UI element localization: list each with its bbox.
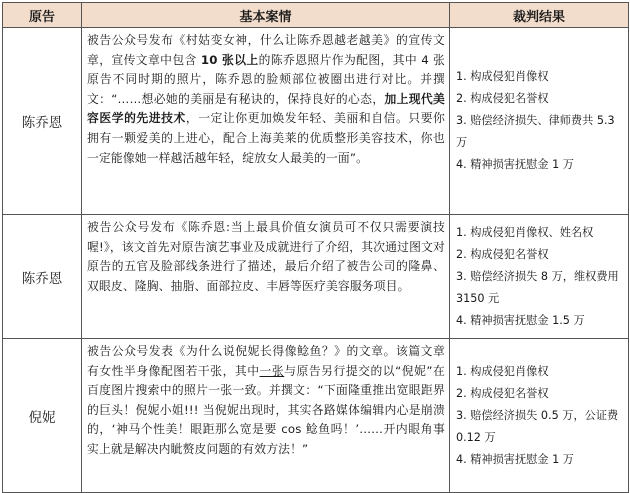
facts-text: 与原告另行提交的以“倪妮”在百度图片搜索中的照片一张一致。并撰文：“下面隆重推出宽眼距界的巨头！倪妮小姐!!! 当倪妮出现时，其实各路媒体编辑内心是崩溃的，‘神马个性美！眼距那么宽是要 cos 鲶鱼吗！’……开内眼角事实上就是解决内眦赘皮问题的有效方法！” bbox=[87, 363, 445, 456]
results-cell bbox=[450, 339, 629, 493]
result-item: 1. 构成侵犯肖像权 bbox=[456, 364, 549, 378]
result-item: 3. 赔偿经济损失、律师费共 5.3 万 bbox=[456, 114, 615, 149]
case-table bbox=[2, 2, 629, 493]
plaintiff-cell: 倪妮 bbox=[3, 339, 82, 493]
facts-text: 被告公众号发布《村姑变女神，什么让陈乔恩越老越美》的宣传文章，宣传文章中包含 bbox=[87, 33, 445, 67]
header-plaintiff: 原告 bbox=[3, 3, 82, 28]
result-item: 3. 赔偿经济损失 8 万，维权费用 3150 元 bbox=[456, 269, 619, 305]
facts-text: 被告公众号发表《为什么说倪妮长得像鲶鱼？》的文章。该篇文章有女性半身像配图若干张，其中 bbox=[87, 344, 445, 378]
table-row bbox=[3, 339, 629, 493]
results-cell bbox=[450, 215, 629, 339]
header-facts: 基本案情 bbox=[82, 3, 450, 28]
facts-bold-text: 10 张以上 bbox=[200, 52, 259, 67]
header-results: 裁判结果 bbox=[450, 3, 629, 28]
result-item: 4. 精神损害抚慰金 1.5 万 bbox=[456, 313, 585, 327]
facts-cell bbox=[82, 215, 450, 339]
result-item: 2. 构成侵犯名誉权 bbox=[456, 386, 549, 400]
facts-underlined-text: 一张 bbox=[259, 363, 285, 378]
result-item: 3. 赔偿经济损失 0.5 万，公证费 0.12 万 bbox=[456, 408, 619, 444]
plaintiff-cell: 陈乔恩 bbox=[3, 28, 82, 215]
result-item: 4. 精神损害抚慰金 1 万 bbox=[456, 158, 574, 171]
plaintiff-cell: 陈乔恩 bbox=[3, 215, 82, 339]
facts-cell bbox=[82, 339, 450, 493]
facts-cell bbox=[82, 28, 450, 215]
result-item: 1. 构成侵犯肖像权 bbox=[456, 70, 549, 83]
result-item: 4. 精神损害抚慰金 1 万 bbox=[456, 452, 574, 466]
result-item: 1. 构成侵犯肖像权、姓名权 bbox=[456, 225, 594, 239]
table-row bbox=[3, 215, 629, 339]
facts-text: 的陈乔恩照片作为配图，其中 4 张原告不同时期的照片，陈乔恩的脸颊部位被圈出进行对比。并撰文：“……想必她的美丽是有秘诀的，保持良好的心态， bbox=[87, 52, 445, 106]
facts-bold-text: 加上现代美容医学的先进技术 bbox=[87, 91, 445, 126]
header-row bbox=[3, 3, 629, 28]
facts-text: 被告公众号发布《陈乔恩:当上最具价值女演员可不仅只需要演技喔!》，该文首先对原告演艺事业及成就进行了介绍，其次通过图文对原告的五官及脸部线条进行了描述，最后介绍了被告公司的隆鼻、双眼皮、隆胸、抽脂、面部拉皮、丰唇等医疗美容服务项目。 bbox=[87, 220, 445, 293]
facts-text: ，一定让你更加焕发年轻、美丽和自信。只要你拥有一颗爱美的上进心，配合上海美莱的优质整形美容技术，你也一定能像她一样越活越年轻，绽放女人最美的一面”。 bbox=[87, 111, 445, 165]
results-cell bbox=[450, 28, 629, 215]
result-item: 2. 构成侵犯名誉权 bbox=[456, 92, 549, 105]
result-item: 2. 构成侵犯名誉权 bbox=[456, 247, 549, 261]
table-row bbox=[3, 28, 629, 215]
